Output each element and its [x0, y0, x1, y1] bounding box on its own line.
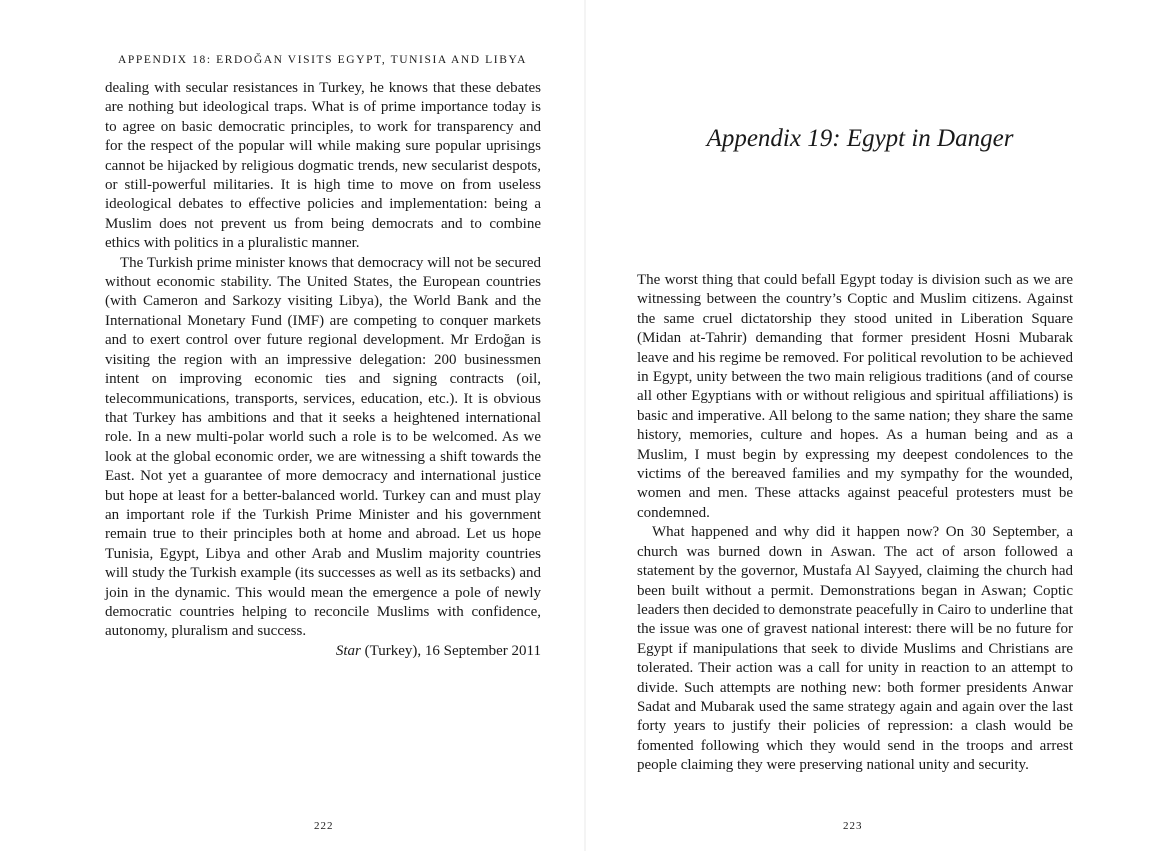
right-page	[585, 0, 1170, 851]
source-publication: Star	[335, 642, 361, 659]
source-details: (Turkey), 16 September 2011	[360, 642, 541, 659]
chapter-title: Appendix 19: Egypt in Danger	[706, 125, 1014, 152]
paragraph: dealing with secular resistances in Turkey, he knows that these debates are nothing but ideological traps. What is of prime importance today is to agree on basic democratic principles, to work for transparency and for the respect of the popular will while making sure popular uprisings cannot be hijacked by religious dogmatic trends, new secularist despots, or still-powerful militaries. It is high time to move on from useless ideological debates to effective policies and implementation: being a Muslim does not prevent us from being democrats and to combine ethics with politics in a pluralistic manner.	[105, 80, 541, 252]
paragraph: The worst thing that could befall Egypt today is division such as we are witnessing between the country’s Coptic and Muslim citizens. Against the same cruel dictatorship they stood united in Liberation Square (Midan at-Tahrir) demanding that former president Hosni Mubarak leave and his regime be removed. For political revolution to be achieved in Egypt, unity between the two main religious traditions (and of course all other Egyptians with or without religious and spiritual affiliations) is basic and imperative. All belong to the same nation; they share the same history, memories, culture and hopes. As a human being and as a Muslim, I must begin by expressing my deepest condolences to the victims of the bereaved families and my sympathy for the wounded, women and men. These attacks against peaceful protesters must be condemned.	[637, 272, 1073, 521]
running-head: APPENDIX 18: ERDOĞAN VISITS EGYPT, TUNISIA AND LIBYA	[118, 54, 528, 66]
source-citation	[105, 642, 541, 661]
paragraph: The Turkish prime minister knows that democracy will not be secured without economic stability. The United States, the European countries (with Cameron and Sarkozy visiting Libya), the World Bank and the International Monetary Fund (IMF) are competing to conquer markets and to exert control over future regional development. Mr Erdoğan is visiting the region with an impressive delegation: 200 businessmen intent on improving economic ties and signing contracts (oil, telecommunications, transports, services, education, etc.). It is obvious that Turkey has ambitions and that it seeks a heightened international role. In a new multi-polar world such a role is to be welcomed. As we look at the global economic order, we are witnessing a shift towards the East. Not yet a guarantee of more democracy and international justice but hope at least for a better-balanced world. Turkey can and must play an important role if the Turkish Prime Minister and his government remain true to their principles both at home and abroad. Let us hope Tunisia, Egypt, Libya and other Arab and Muslim majority countries will study the Turkish example (its successes as well as its setbacks) and join in the dynamic. This would mean the emergence a pole of newly democratic countries helping to reconcile Muslims with confidence, autonomy, pluralism and success.	[105, 254, 541, 640]
page-number: 223	[843, 820, 863, 832]
right-page-body	[637, 271, 1073, 776]
paragraph: What happened and why did it happen now? On 30 September, a church was burned down in Aswan. The act of arson followed a statement by the governor, Mustafa Al Sayyed, claiming the church had been built without a permit. Demonstrations began in Aswan; Coptic leaders then decided to demonstrate peacefully in Cairo to underline that the issue was one of gravest national interest: there will be no future for Egypt if manipulations that seek to divide Muslims and Christians are tolerated. Their action was a call for unity in reaction to an attempt to divide. Such attempts are nothing new: both former presidents Anwar Sadat and Mubarak used the same strategy again and again over the last forty years to justify their policies of repression: a clash would be fomented following which they would send in the troops and arrest people claiming they were preserving national unity and security.	[637, 524, 1073, 774]
left-page-body	[105, 79, 541, 661]
page-number: 222	[314, 820, 334, 832]
